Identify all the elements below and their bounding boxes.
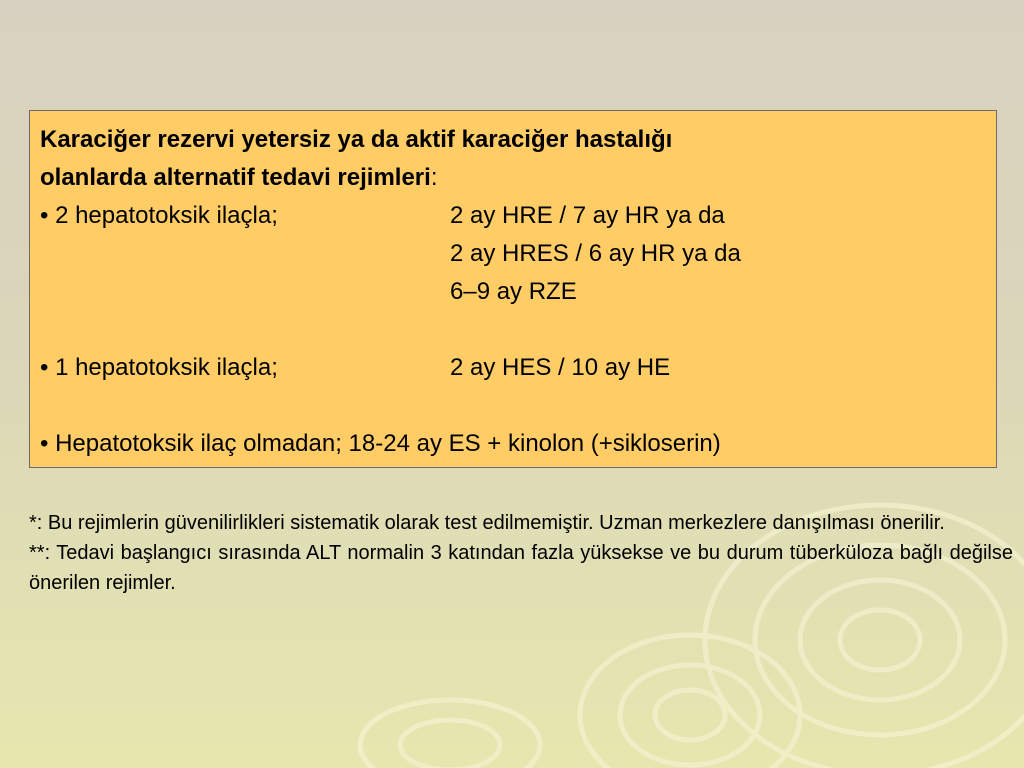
footnote-1: *: Bu rejimlerin güvenilirlikleri sistematik olarak test edilmemiştir. Uzman merkezlere danışılması önerilir. [29,512,945,534]
bullet-1-drug-label: • 1 hepatotoksik ilaçla; [40,354,278,381]
bullet-2-drugs-label: • 2 hepatotoksik ilaçla; [40,202,278,229]
footnotes [29,508,1013,598]
bullet-1-drug [40,349,986,387]
box-title-colon: : [430,164,438,191]
bullet-2-drugs-value-3: 6–9 ay RZE [450,278,577,305]
bullet-2-drugs-cont [40,235,986,273]
bullet-2-drugs-cont [40,273,986,311]
bullet-no-drug-text: • Hepatotoksik ilaç olmadan; 18-24 ay ES + kinolon (+sikloserin) [40,430,721,457]
bullet-no-drug [40,425,986,463]
bullet-2-drugs [40,197,986,235]
footnote-2: **: Tedavi başlangıcı sırasında ALT normalin 3 katından fazla yüksekse ve bu durum tüberküloza bağlı değilse önerilen rejimler. [29,542,1013,594]
bullet-2-drugs-value-1: 2 ay HRE / 7 ay HR ya da [450,202,725,229]
bullet-2-drugs-value-2: 2 ay HRES / 6 ay HR ya da [450,240,741,267]
bullet-1-drug-value: 2 ay HES / 10 ay HE [450,354,671,381]
box-title-line1: Karaciğer rezervi yetersiz ya da aktif karaciğer hastalığı [40,126,673,153]
regimen-box [29,110,997,468]
box-title [40,121,986,197]
box-title-line2: olanlarda alternatif tedavi rejimleri [40,164,431,191]
